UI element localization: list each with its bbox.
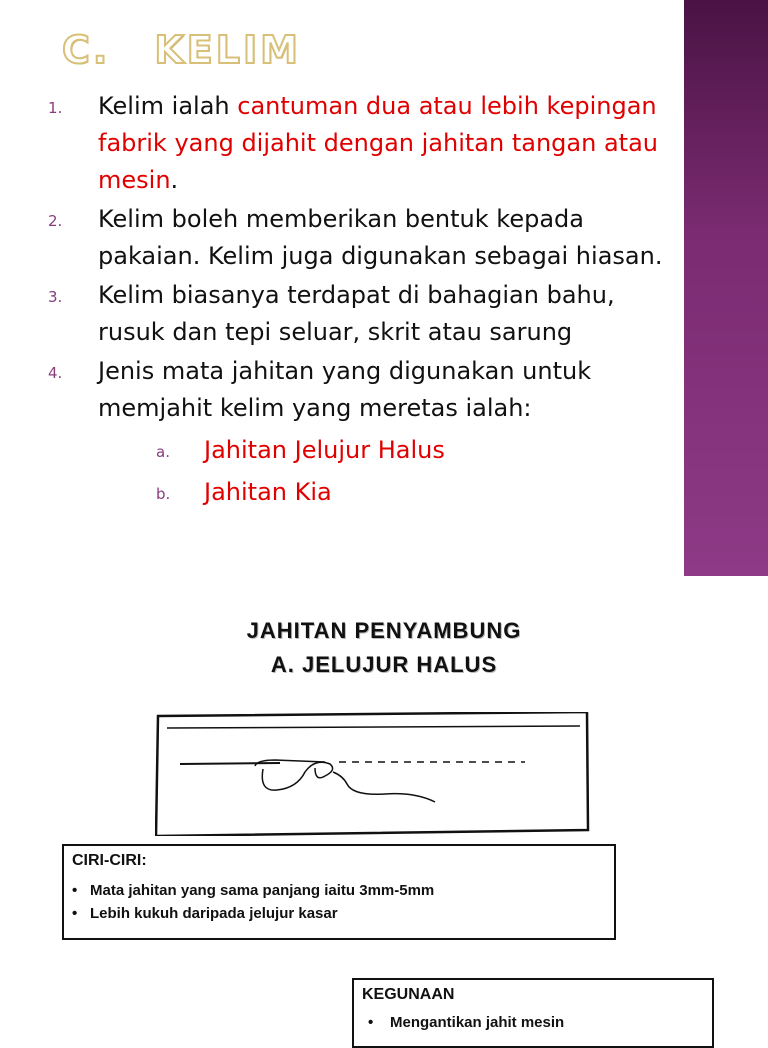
sub-item-letter: a. [156,443,170,461]
slide-title [62,28,301,72]
list-item-2 [44,201,684,275]
ciri-title: CIRI-CIRI: [72,852,147,869]
title-word: KELIM [154,28,301,72]
item-number: 3. [48,288,63,306]
ciri-bullet [64,882,614,899]
stitch-diagram [155,712,590,836]
sub-item-b [44,471,684,513]
item-text-highlight: cantuman dua atau lebih kepingan fabrik yang dijahit dengan jahitan tangan atau mesin [98,92,658,194]
ciri-bullet [64,905,614,922]
list-item-1 [44,88,684,199]
sub-item-text: Jahitan Jelujur Halus [204,436,445,464]
kegunaan-title: KEGUNAAN [362,986,455,1003]
item-text: Kelim boleh memberikan bentuk kepada pakaian. Kelim juga digunakan sebagai hiasan. [98,205,663,270]
ciri-bullet-text: Lebih kukuh daripada jelujur kasar [90,905,338,922]
kegunaan-box [352,978,714,1048]
item-number: 2. [48,212,63,230]
fabric-outline [156,712,588,836]
bullet-dot-icon: • [368,1014,374,1031]
bullet-dot-icon: • [72,882,78,899]
accent-bar [684,0,768,576]
item-number: 4. [48,364,63,382]
kelim-list [44,88,684,513]
kegunaan-bullet [354,1014,712,1031]
list-item-3 [44,277,684,351]
heading-jelujur-halus: A. JELUJUR HALUS [270,652,498,677]
sub-item-a [44,429,684,471]
sub-item-letter: b. [156,485,171,503]
kegunaan-bullet-text: Mengantikan jahit mesin [390,1014,565,1031]
item-text-end: . [170,166,179,194]
list-item-4 [44,353,684,427]
item-text: Kelim biasanya terdapat di bahagian bahu, rusuk dan tepi seluar, skrit atau sarung [98,281,615,346]
ciri-bullet-text: Mata jahitan yang sama panjang iaitu 3mm-5mm [90,882,435,899]
item-text: Jenis mata jahitan yang digunakan untuk memjahit kelim yang meretas ialah: [98,357,592,422]
ciri-box [62,844,616,940]
stitched-thread [180,763,280,764]
title-letter: C. [62,28,111,72]
bullet-dot-icon: • [72,905,78,922]
item-text: Kelim ialah [98,92,238,120]
heading-penyambung: JAHITAN PENYAMBUNG [246,618,522,643]
item-number: 1. [48,99,63,117]
stitch-page [0,578,768,1031]
sub-item-text: Jahitan Kia [204,478,332,506]
